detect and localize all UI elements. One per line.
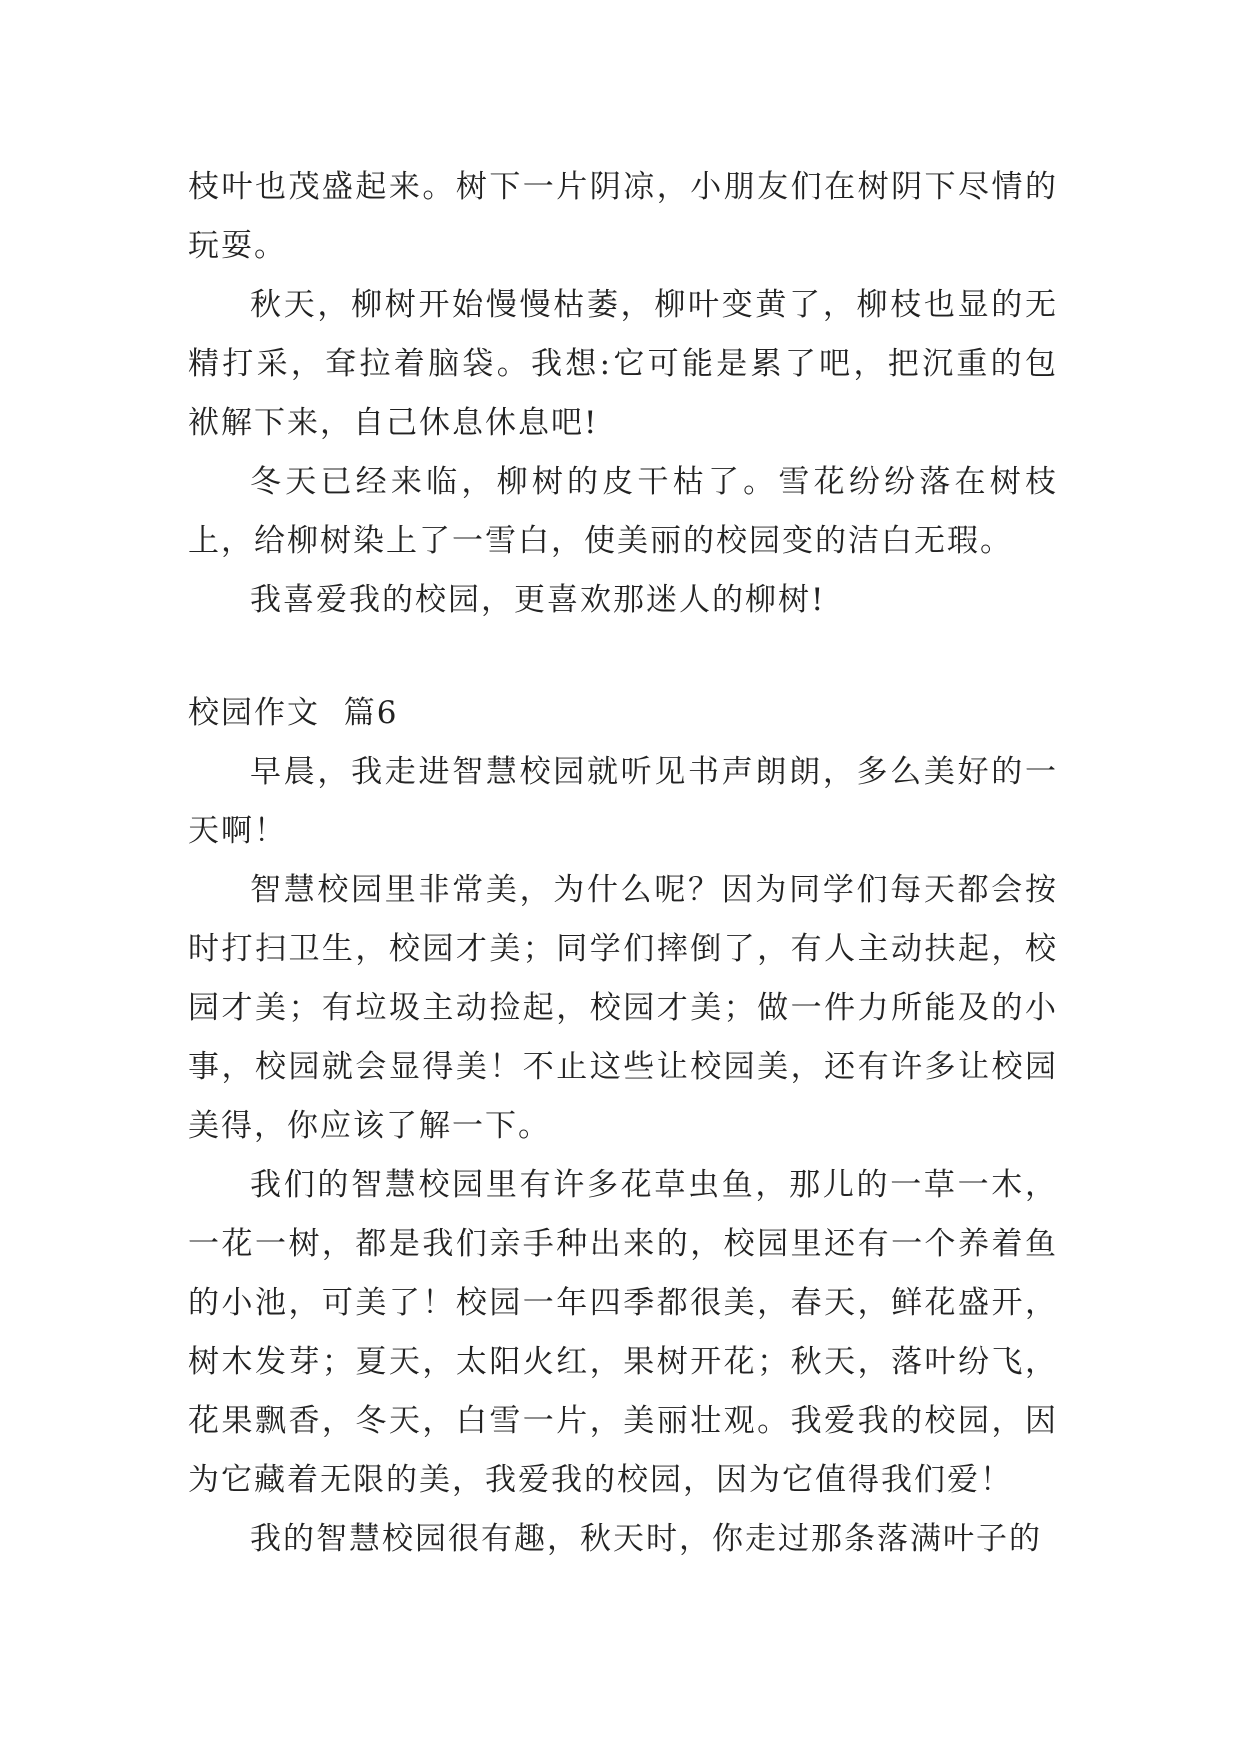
paragraph-conclusion: 我喜爱我的校园，更喜欢那迷人的柳树! [250, 582, 826, 618]
paragraph-beauty: 智慧校园里非常美，为什么呢？因为同学们每天都会按时打扫卫生，校园才美；同学们摔倒了，有人主动扶起，校园才美；有垃圾主动捡起，校园才美；做一件力所能及的小事，校园就会显得美！不止这些让校园美，还有许多让校园美得，你应该了解一下。 [188, 872, 1058, 1144]
paragraph-continuation: 枝叶也茂盛起来。树下一片阴凉，小朋友们在树阴下尽情的玩耍。 [188, 169, 1058, 264]
paragraph-interesting: 我的智慧校园很有趣，秋天时，你走过那条落满叶子的 [250, 1521, 1042, 1557]
paragraph-autumn: 秋天，柳树开始慢慢枯萎，柳叶变黄了，柳枝也显的无精打采，耷拉着脑袋。我想:它可能是累了吧，把沉重的包袱解下来，自己休息休息吧! [188, 287, 1058, 441]
paragraph-morning: 早晨，我走进智慧校园就听见书声朗朗，多么美好的一天啊！ [188, 754, 1058, 849]
section-heading: 校园作文 篇6 [188, 695, 399, 731]
paragraph-winter: 冬天已经来临，柳树的皮干枯了。雪花纷纷落在树枝上，给柳树染上了一雪白，使美丽的校园变的洁白无瑕。 [188, 464, 1058, 559]
document-body [188, 158, 1058, 1569]
paragraph-seasons: 我们的智慧校园里有许多花草虫鱼，那儿的一草一木，一花一树，都是我们亲手种出来的，校园里还有一个养着鱼的小池，可美了！校园一年四季都很美，春天，鲜花盛开，树木发芽；夏天，太阳火红，果树开花；秋天，落叶纷飞，花果飘香，冬天，白雪一片，美丽壮观。我爱我的校园，因为它藏着无限的美，我爱我的校园，因为它值得我们爱！ [188, 1167, 1058, 1498]
